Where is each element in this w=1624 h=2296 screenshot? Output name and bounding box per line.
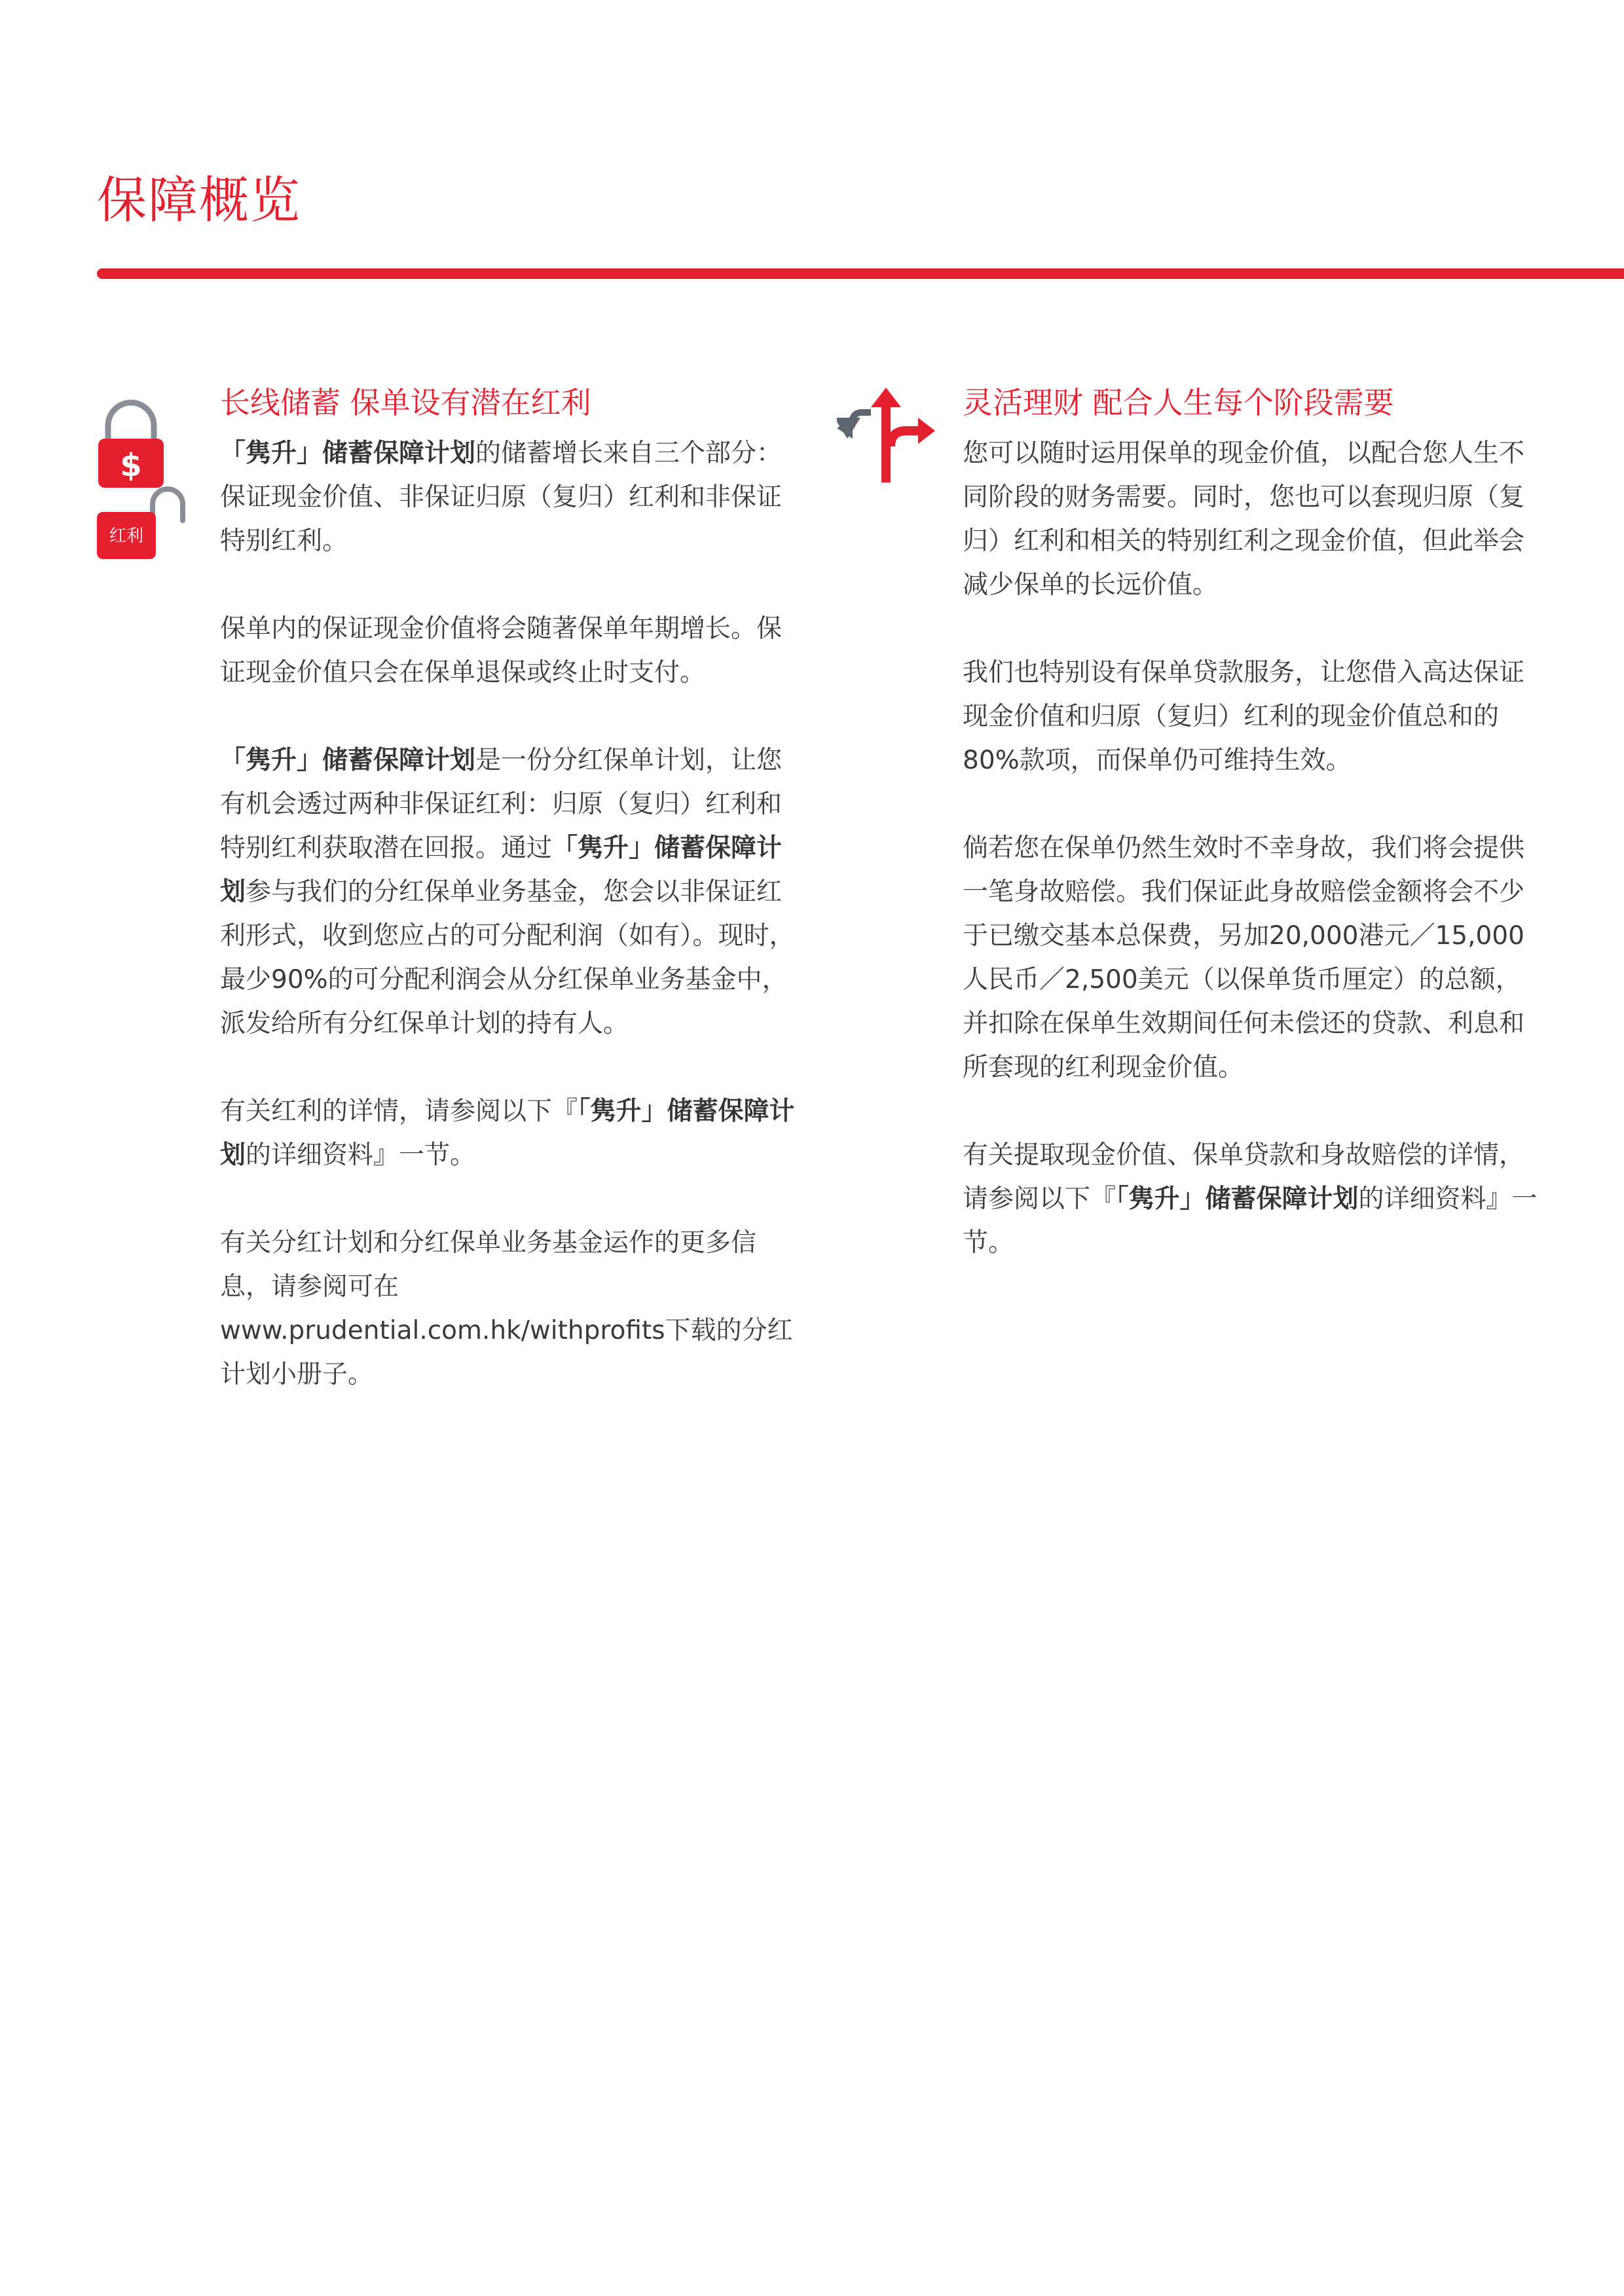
left-paragraph-4: 有关红利的详情，请参阅以下『「隽升」储蓄保障计划的详细资料』一节。 bbox=[220, 1097, 795, 1170]
page-title: 保障概览 bbox=[97, 171, 301, 229]
left-column bbox=[220, 376, 803, 1440]
left-paragraph-5: 有关分红计划和分红保单业务基金运作的更多信息，请参阅可在www.prudential.com.hk/withprofits下载的分红计划小册子。 bbox=[220, 1228, 793, 1389]
left-paragraph-1: 「隽升」储蓄保障计划的储蓄增长来自三个部分：保证现金价值、非保证归原（复归）红利和非保证特别红利。 bbox=[220, 439, 783, 556]
right-paragraph-3: 倘若您在保单仍然生效时不幸身故，我们将会提供一笔身故赔偿。我们保证此身故赔偿金额将会不少于已缴交基本总保费，另加20,000港元／15,000人民币／2,500美元（以保单货币厘定）的总额，并扣除在保单生效期间任何未偿还的贷款、利息和所套现的红利现金价值。 bbox=[963, 833, 1525, 1082]
bonus-label: 红利 bbox=[109, 526, 144, 546]
left-paragraph-3: 「隽升」储蓄保障计划是一份分红保单计划，让您有机会透过两种非保证红利：归原（复归）红利和特别红利获取潜在回报。通过「隽升」储蓄保障计划参与我们的分红保单业务基金，您会以非保证红利形式，收到您应占的可分配利润（如有）。现时，最少90%的可分配利润会从分红保单业务基金中，派发给所有分红保单计划的持有人。 bbox=[220, 746, 795, 1038]
right-heading: 灵活理财 配合人生每个阶段需要 bbox=[963, 385, 1394, 420]
plan-name: 「隽升」储蓄保障计划 bbox=[1116, 1184, 1359, 1214]
plan-name: 「隽升」储蓄保障计划 bbox=[220, 439, 476, 468]
plan-name: 「隽升」储蓄保障计划 bbox=[220, 833, 783, 907]
right-column bbox=[963, 376, 1539, 1309]
left-paragraph-2: 保单内的保证现金价值将会随著保单年期增长。保证现金价值只会在保单退保或终止时支付。 bbox=[220, 614, 783, 687]
lock-dollar-bonus-icon bbox=[95, 390, 187, 573]
left-heading: 长线储蓄 保单设有潜在红利 bbox=[220, 385, 591, 420]
right-paragraph-4: 有关提取现金价值、保单贷款和身故赔偿的详情，请参阅以下『「隽升」储蓄保障计划的详细资料』一节。 bbox=[963, 1140, 1538, 1258]
split-arrows-icon bbox=[837, 388, 935, 483]
plan-name: 「隽升」储蓄保障计划 bbox=[220, 746, 476, 775]
title-divider bbox=[97, 268, 1624, 279]
plan-name: 「隽升」储蓄保障计划 bbox=[220, 1097, 795, 1170]
right-paragraph-2: 我们也特别设有保单贷款服务，让您借入高达保证现金价值和归原（复归）红利的现金价值总和的80%款项，而保单仍可维持生效。 bbox=[963, 658, 1525, 775]
right-paragraph-1: 您可以随时运用保单的现金价值，以配合您人生不同阶段的财务需要。同时，您也可以套现归原（复归）红利和相关的特别红利之现金价值，但此举会减少保单的长远价值。 bbox=[963, 439, 1525, 600]
svg-text:$: $ bbox=[120, 447, 142, 484]
